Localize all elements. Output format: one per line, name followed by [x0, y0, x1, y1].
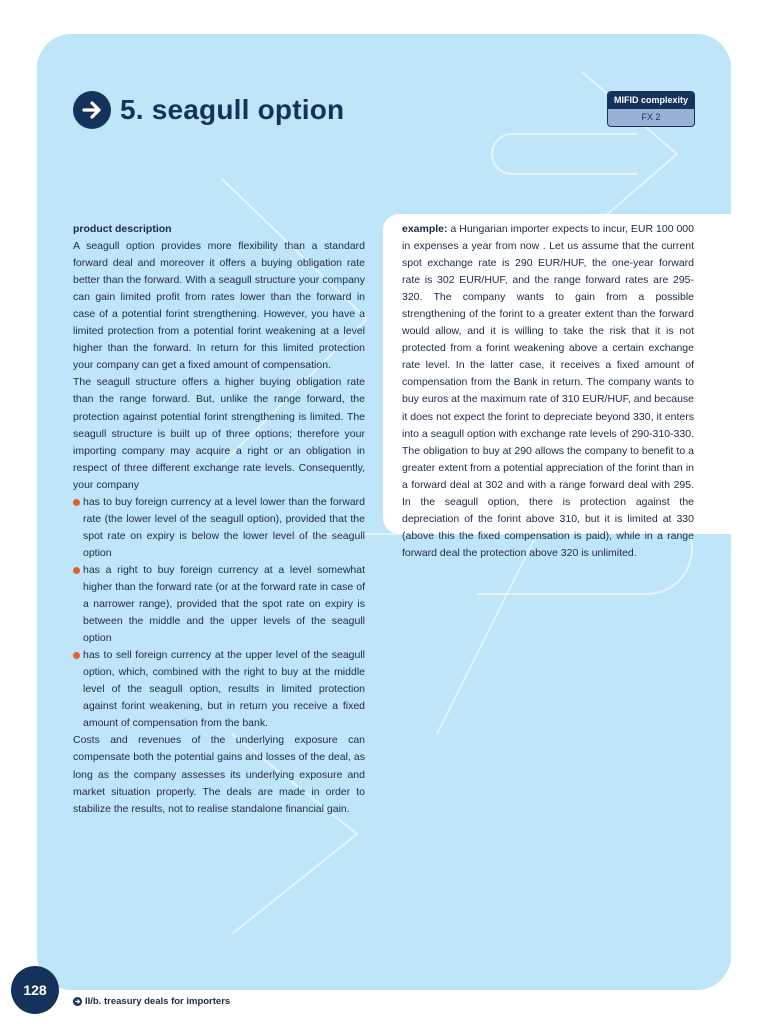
- page-title-row: [73, 91, 344, 129]
- section-heading: product description: [73, 223, 172, 235]
- list-item: [73, 647, 365, 732]
- mifid-value: FX 2: [641, 112, 661, 122]
- list-item: [73, 494, 365, 562]
- closing-paragraph: Costs and revenues of the underlying exposure can compensate both the potential gains and losses of the deal, as long as the company assesses its underlying exposure and market situation properly. The deals are made in order to stabilize the results, not to realise standalone financial gain.: [73, 734, 365, 815]
- list-item: [73, 562, 365, 647]
- list-item-text: has a right to buy foreign currency at a level somewhat higher than the forward rate (or at the forward rate in case of a narrower range), provided that the spot rate on expiry is between the middle and the upper levels of the seagull option: [83, 563, 365, 645]
- structure-paragraph: The seagull structure offers a higher buying obligation rate than the range forward. But, unlike the range forward, the protection against potential forint strengthening is limited. The seagull structure is built up of three options; therefore your importing company may acquire a right or an obligation in respect of three different exchange rate levels. Consequently, your company: [73, 376, 365, 491]
- intro-paragraph: A seagull option provides more flexibility than a standard forward deal and moreover it offers a buying obligation rate better than the forward. With a seagull structure your company can gain limited profit from rates lower than the forward in case of a potential forint strengthening. However, you have a limited protection from a potential forint weakening at a level higher than the forward. In return for this limited protection your company can get a fixed amount of compensation.: [73, 240, 365, 372]
- mifid-label: MIFID complexity: [608, 92, 694, 109]
- footer-section-label: II/b. treasury deals for importers: [85, 996, 231, 1007]
- list-item-text: has to sell foreign currency at the upper level of the seagull option, which, combined with the right to buy at the middle level of the seagull option, results in limited protection against forint weakening, but in return you receive a fixed amount of compensation from the bank.: [83, 649, 365, 730]
- footer: [73, 996, 230, 1007]
- bullet-dot-icon: [73, 652, 80, 659]
- arrow-right-icon: [73, 91, 111, 129]
- product-description: [73, 221, 365, 818]
- page-number: 128: [11, 966, 59, 1014]
- bullet-dot-icon: [73, 499, 80, 506]
- mifid-badge: [607, 91, 695, 127]
- example-paragraph: [402, 221, 694, 562]
- list-item-text: has to buy foreign currency at a level lower than the forward rate (the lower level of the seagull option), provided that the spot rate on expiry is below the lower level of the seagull option: [83, 495, 365, 559]
- example-label: example:: [402, 223, 448, 235]
- example-body: a Hungarian importer expects to incur, EUR 100 000 in expenses a year from now . Let us assume that the current spot exchange rate is 290 EUR/HUF, the one-year forward rate is 302 EUR/HUF, and the range forward rates are 295-320. The company wants to gain from a possible strengthening of the forint to a greater extent than the forward would allow, and it is willing to take the risk that it is not protected from a forint weakening above a certain exchange rate level. In the latter case, it receives a fixed amount of compensation from the Bank in return. The company wants to buy euros at the maximum rate of 310 EUR/HUF, and because it does not expect the forint to depreciate beyond 330, it enters into a seagull option with exchange rate levels of 290-310-330. The obligation to buy at 290 allows the company to benefit to a greater extent from a potential appreciation of the forint than in a forward deal at 302 and with a range forward deal with 295. In the seagull option, there is protection against the depreciation of the forint above 310, but it is limited at 330 (above this the fixed compensation is paid), while in a range forward deal the protection above 320 is unlimited.: [402, 223, 694, 559]
- bullet-dot-icon: [73, 567, 80, 574]
- arrow-right-icon: [73, 997, 82, 1006]
- page-title: 5. seagull option: [120, 94, 345, 125]
